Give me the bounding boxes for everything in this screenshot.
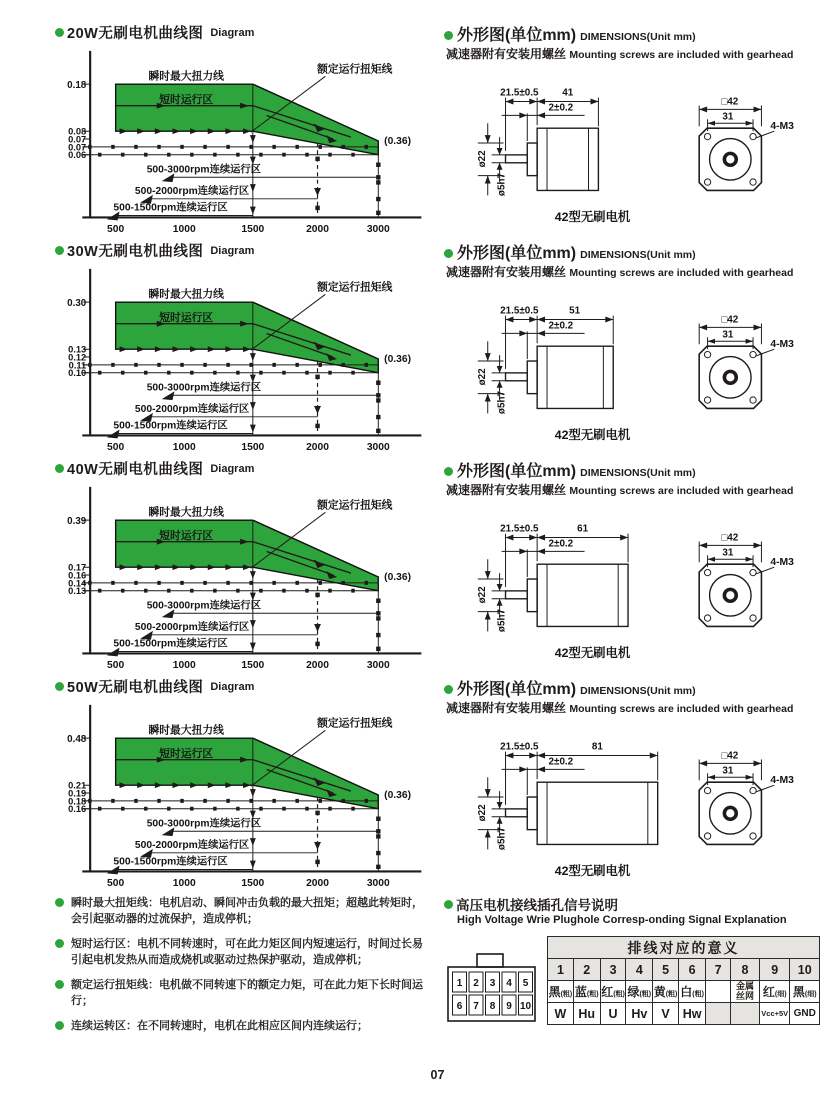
dim-hole-pitch: 31 [722, 111, 734, 123]
green-dot-icon [444, 685, 453, 694]
connector-pin: 1 [456, 978, 463, 990]
dim-screws: 4-M3 [770, 121, 794, 133]
label-zone-1500: 500-1500rpm连续运行区 [113, 856, 228, 868]
dim-sub-en: Mounting screws are included with gearhead [569, 703, 794, 715]
chart-block-50w [55, 676, 438, 890]
x-tick: 2000 [306, 224, 329, 236]
connector-pin: 6 [456, 1001, 463, 1013]
x-tick: 2000 [306, 442, 329, 454]
table-title: 排线对应的意义 [548, 937, 820, 959]
signal-cell: U [600, 1003, 626, 1025]
green-dot-icon [55, 898, 64, 907]
x-tick: 1000 [172, 224, 196, 236]
wire-color-cell [790, 981, 820, 1003]
dim-shaft-length: 21.5±0.5 [500, 523, 539, 535]
y-tick: 0.19 [68, 788, 87, 799]
torque-curve-chart-20w [55, 43, 435, 239]
dim-body-length: 51 [569, 305, 581, 317]
pin-cell: 2 [573, 959, 600, 981]
wire-color-cell [600, 981, 626, 1003]
y-tick: 0.13 [68, 586, 87, 597]
connector-pin: 8 [489, 1001, 496, 1013]
green-dot-icon [55, 939, 64, 948]
wire-color: 黑 [792, 985, 805, 1000]
dim-body-length: 41 [562, 87, 574, 99]
dim-shaft-diameter: ø5h7 [496, 390, 508, 415]
label-zone-2000: 500-2000rpm连续运行区 [134, 403, 250, 415]
x-tick: 500 [107, 442, 125, 454]
wire-thickness: (细) [804, 991, 817, 999]
label-rated-torque-line: 额定运行扭矩线 [317, 63, 393, 76]
pin-cell: 3 [600, 959, 626, 981]
y-tick: 0.14 [68, 578, 87, 589]
signal-cell: GND [790, 1003, 820, 1025]
wire-thickness: (粗) [560, 991, 573, 999]
signal-cell: W [548, 1003, 574, 1025]
x-tick: 1000 [172, 660, 196, 672]
x-tick: 1500 [241, 878, 265, 890]
signal-cell: Vcc+5V [760, 1003, 790, 1025]
x-tick: 1000 [172, 878, 196, 890]
green-dot-icon [444, 467, 453, 476]
y-tick: 0.16 [68, 804, 87, 815]
dim-boss-diameter: ø22 [476, 150, 488, 168]
label-short-run-zone: 短时运行区 [159, 529, 214, 542]
y-tick-top: 0.39 [67, 516, 87, 528]
dim-block-51 [444, 240, 820, 444]
connector-pin: 7 [473, 1001, 479, 1013]
green-dot-icon [444, 900, 453, 909]
dim-sub-cn: 减速器附有安装用螺丝 [446, 265, 567, 279]
pin-cell: 9 [760, 959, 790, 981]
connector-pin: 10 [519, 1001, 532, 1013]
signal-cell: Hw [678, 1003, 705, 1025]
label-max-torque-line: 瞬时最大扭力线 [148, 506, 224, 519]
chart-title-text: 30W无刷电机曲线图 [67, 244, 204, 260]
dim-screws: 4-M3 [770, 557, 794, 569]
chart-title-text: 40W无刷电机曲线图 [67, 462, 204, 478]
torque-curve-chart-50w [55, 697, 435, 893]
dim-header [444, 22, 820, 45]
green-dot-icon [55, 682, 64, 691]
label-zone-2000: 500-2000rpm连续运行区 [134, 621, 250, 633]
pin-cell: 1 [548, 959, 574, 981]
label-zone-3000: 500-3000rpm连续运行区 [146, 818, 261, 830]
dim-square-size: □42 [721, 314, 739, 326]
y-tick: 0.11 [68, 360, 87, 371]
label-zone-1500: 500-1500rpm连续运行区 [113, 420, 228, 432]
dim-header-en: DIMENSIONS(Unit mm) [580, 249, 696, 261]
signal-cell: Hv [626, 1003, 653, 1025]
connector-pin: 5 [522, 978, 529, 990]
x-tick: 3000 [366, 878, 390, 890]
y-tick: 0.16 [68, 570, 87, 581]
dim-shaft-length: 21.5±0.5 [500, 87, 539, 99]
dim-block-41 [444, 22, 820, 226]
label-max-torque-line: 瞬时最大扭力线 [148, 288, 224, 301]
label-peak-value: (0.36) [384, 571, 412, 583]
label-short-run-zone: 短时运行区 [159, 311, 214, 324]
dimension-drawing-51 [444, 280, 820, 446]
dim-boss-thickness: 2±0.2 [548, 320, 574, 332]
wire-thickness: (粗) [665, 991, 678, 999]
chart-title-en: Diagram [210, 26, 255, 39]
wire-color-cell [706, 981, 731, 1003]
wire-color: 黑 [548, 985, 561, 1000]
signal-cell [706, 1003, 731, 1025]
wire-color-cell [548, 981, 574, 1003]
dim-hole-pitch: 31 [722, 547, 734, 559]
wire-color-cell [731, 981, 760, 1003]
note-text: 额定运行扭矩线：电机做不同转速下的额定力矩，可在此力矩下长时间运行； [71, 978, 423, 1007]
signal-row [548, 1003, 820, 1025]
note-text: 连续运转区：在不同转速时，电机在此相应区间内连续运行； [71, 1019, 368, 1032]
wiring-body [444, 936, 820, 1025]
y-tick: 0.12 [68, 352, 87, 363]
y-tick: 0.21 [68, 780, 87, 791]
wire-color-cell [760, 981, 790, 1003]
drawing-caption: 42型无刷电机 [554, 210, 631, 225]
label-short-run-zone: 短时运行区 [159, 93, 214, 106]
wire-color-cell [573, 981, 600, 1003]
drawing-caption: 42型无刷电机 [554, 428, 631, 443]
dim-subheader [446, 699, 820, 716]
wire-color: 绿 [627, 985, 640, 1000]
dim-header [444, 240, 820, 263]
wire-thickness: (粗) [613, 991, 625, 999]
chart-title-40w [55, 458, 438, 479]
wiring-signal-table [547, 936, 820, 1025]
x-tick: 3000 [366, 660, 390, 672]
x-tick: 500 [107, 224, 125, 236]
note-item [55, 978, 433, 1010]
label-zone-3000: 500-3000rpm连续运行区 [146, 164, 261, 176]
dim-header-en: DIMENSIONS(Unit mm) [580, 685, 696, 697]
dim-square-size: □42 [721, 750, 739, 762]
label-short-run-zone: 短时运行区 [159, 747, 214, 760]
dim-sub-cn: 减速器附有安装用螺丝 [446, 701, 567, 715]
dim-square-size: □42 [721, 96, 739, 108]
dim-header [444, 458, 820, 481]
wiring-header [444, 894, 820, 914]
drawing-caption: 42型无刷电机 [554, 646, 631, 661]
label-zone-3000: 500-3000rpm连续运行区 [146, 382, 261, 394]
y-tick: 0.18 [68, 796, 87, 807]
wire-thickness: (细) [774, 991, 787, 999]
label-zone-2000: 500-2000rpm连续运行区 [134, 839, 250, 851]
chart-title-30w [55, 240, 438, 261]
chart-block-40w [55, 458, 438, 672]
label-rated-torque-line: 额定运行扭矩线 [317, 499, 393, 512]
torque-curve-chart-40w [55, 479, 435, 675]
legend-notes [55, 896, 433, 1035]
wire-color-cell [653, 981, 679, 1003]
dim-header-cn: 外形图(单位mm) [457, 681, 577, 698]
dim-body-length: 81 [591, 741, 603, 753]
chart-title-en: Diagram [210, 680, 255, 693]
charts-column [55, 22, 438, 1044]
y-tick: 0.07 [68, 134, 87, 145]
wiring-section [444, 894, 820, 1025]
wire-color: 白 [680, 985, 693, 1000]
x-tick: 1500 [241, 224, 265, 236]
dim-header-cn: 外形图(单位mm) [457, 463, 577, 480]
wire-color: 黄 [653, 985, 666, 1000]
green-dot-icon [55, 464, 64, 473]
y-tick: 0.17 [68, 562, 87, 573]
wire-thickness: (粗) [692, 991, 704, 999]
chart-title-en: Diagram [210, 462, 255, 475]
pin-cell: 6 [678, 959, 705, 981]
connector-pin: 9 [506, 1001, 512, 1013]
note-text: 短时运行区：电机不同转速时，可在此力矩区间内短速运行，时间过长易引起电机发热从而造成烧机或驱动过热保护驱动，造成停机； [71, 937, 423, 966]
dim-header-cn: 外形图(单位mm) [457, 27, 577, 44]
table-title-row [548, 937, 820, 959]
pin-cell: 8 [731, 959, 760, 981]
note-item [55, 896, 433, 928]
dim-body-length: 61 [577, 523, 589, 535]
chart-block-30w [55, 240, 438, 454]
dim-subheader [446, 45, 820, 62]
signal-cell [731, 1003, 760, 1025]
label-max-torque-line: 瞬时最大扭力线 [148, 724, 224, 737]
two-column-layout [55, 22, 820, 1044]
dim-block-81 [444, 676, 820, 880]
label-peak-value: (0.36) [384, 353, 412, 365]
chart-title-text: 50W无刷电机曲线图 [67, 680, 204, 696]
drawing-caption: 42型无刷电机 [554, 864, 631, 879]
dim-boss-thickness: 2±0.2 [548, 756, 574, 768]
dim-shaft-diameter: ø5h7 [496, 826, 508, 851]
dim-shaft-length: 21.5±0.5 [500, 741, 539, 753]
y-tick: 0.13 [68, 344, 87, 355]
x-tick: 1500 [241, 660, 265, 672]
y-tick-top: 0.30 [67, 298, 87, 310]
dim-block-61 [444, 458, 820, 662]
dim-screws: 4-M3 [770, 775, 794, 787]
chart-title-20w [55, 22, 438, 43]
dim-square-size: □42 [721, 532, 739, 544]
connector-pin: 2 [473, 978, 479, 990]
wire-color: 蓝 [574, 985, 587, 1000]
dim-header-en: DIMENSIONS(Unit mm) [580, 467, 696, 479]
dim-header-cn: 外形图(单位mm) [457, 245, 577, 262]
y-tick: 0.10 [68, 368, 87, 379]
dim-hole-pitch: 31 [722, 765, 734, 777]
x-tick: 3000 [366, 224, 390, 236]
dimension-drawing-41 [444, 62, 820, 228]
wire-color-row [548, 981, 820, 1003]
note-item [55, 937, 433, 969]
dim-boss-diameter: ø22 [476, 586, 488, 604]
dim-boss-diameter: ø22 [476, 804, 488, 822]
dim-sub-en: Mounting screws are included with gearhead [569, 485, 794, 497]
wire-color: 红 [762, 985, 775, 1000]
dim-boss-thickness: 2±0.2 [548, 538, 574, 550]
note-text: 瞬时最大扭矩线：电机启动、瞬间冲击负载的最大扭矩；超越此转矩时，会引起驱动器的过流保护，造成停机； [71, 897, 423, 925]
wiring-header-cn: 高压电机接线插孔信号说明 [456, 898, 618, 913]
y-tick-top: 0.48 [67, 734, 87, 746]
x-tick: 1500 [241, 442, 265, 454]
dim-boss-thickness: 2±0.2 [548, 102, 574, 114]
dim-sub-en: Mounting screws are included with gearhead [569, 49, 794, 61]
chart-title-50w [55, 676, 438, 697]
label-zone-1500: 500-1500rpm连续运行区 [113, 638, 228, 650]
wiring-header-en: High Voltage Wrie Plughole Corresp-onding Signal Explanation [457, 914, 787, 926]
pin-number-row [548, 959, 820, 981]
connector-pin: 3 [489, 978, 496, 990]
x-tick: 1000 [172, 442, 196, 454]
y-tick: 0.08 [68, 126, 87, 137]
page-number: 07 [430, 1067, 445, 1082]
wire-thickness: (粗) [639, 991, 652, 999]
dim-shaft-diameter: ø5h7 [496, 608, 508, 633]
dimensions-column [444, 22, 820, 1044]
label-zone-3000: 500-3000rpm连续运行区 [146, 600, 261, 612]
label-zone-2000: 500-2000rpm连续运行区 [134, 185, 250, 197]
x-tick: 2000 [306, 660, 329, 672]
label-rated-torque-line: 额定运行扭矩线 [317, 281, 393, 294]
wire-color: 红 [601, 985, 614, 1000]
x-tick: 500 [107, 878, 125, 890]
wire-thickness: (粗) [586, 991, 599, 999]
dim-subheader [446, 263, 820, 280]
wire-color-cell [626, 981, 653, 1003]
green-dot-icon [444, 31, 453, 40]
green-dot-icon [55, 980, 64, 989]
y-tick: 0.07 [68, 142, 87, 153]
dimension-drawing-81 [444, 716, 820, 882]
y-tick-top: 0.18 [67, 80, 87, 92]
green-dot-icon [55, 1021, 64, 1030]
note-item [55, 1019, 433, 1035]
chart-block-20w [55, 22, 438, 236]
torque-curve-chart-30w [55, 261, 435, 457]
pin-cell: 7 [706, 959, 731, 981]
pin-cell: 4 [626, 959, 653, 981]
dim-sub-cn: 减速器附有安装用螺丝 [446, 47, 567, 61]
dim-boss-diameter: ø22 [476, 368, 488, 386]
dim-hole-pitch: 31 [722, 329, 734, 341]
green-dot-icon [444, 249, 453, 258]
x-tick: 500 [107, 660, 125, 672]
label-zone-1500: 500-1500rpm连续运行区 [113, 202, 228, 214]
dim-header [444, 676, 820, 699]
connector-pin: 4 [506, 978, 512, 990]
connector-plug-diagram [444, 945, 539, 1025]
pin-cell: 10 [790, 959, 820, 981]
y-tick: 0.06 [68, 150, 87, 161]
dim-shaft-length: 21.5±0.5 [500, 305, 539, 317]
chart-title-text: 20W无刷电机曲线图 [67, 26, 204, 42]
signal-cell: Hu [573, 1003, 600, 1025]
dim-subheader [446, 481, 820, 498]
wire-color: 金属丝网 [736, 981, 755, 1002]
dim-header-en: DIMENSIONS(Unit mm) [580, 31, 696, 43]
dimension-drawing-61 [444, 498, 820, 664]
x-tick: 2000 [306, 878, 329, 890]
wire-color-cell [678, 981, 705, 1003]
green-dot-icon [55, 246, 64, 255]
pin-cell: 5 [653, 959, 679, 981]
label-max-torque-line: 瞬时最大扭力线 [148, 70, 224, 83]
dim-sub-cn: 减速器附有安装用螺丝 [446, 483, 567, 497]
label-peak-value: (0.36) [384, 135, 412, 147]
x-tick: 3000 [366, 442, 390, 454]
signal-cell: V [653, 1003, 679, 1025]
chart-title-en: Diagram [210, 244, 255, 257]
dim-screws: 4-M3 [770, 339, 794, 351]
green-dot-icon [55, 28, 64, 37]
label-peak-value: (0.36) [384, 789, 412, 801]
dim-sub-en: Mounting screws are included with gearhead [569, 267, 794, 279]
label-rated-torque-line: 额定运行扭矩线 [317, 717, 393, 730]
dim-shaft-diameter: ø5h7 [496, 172, 508, 197]
